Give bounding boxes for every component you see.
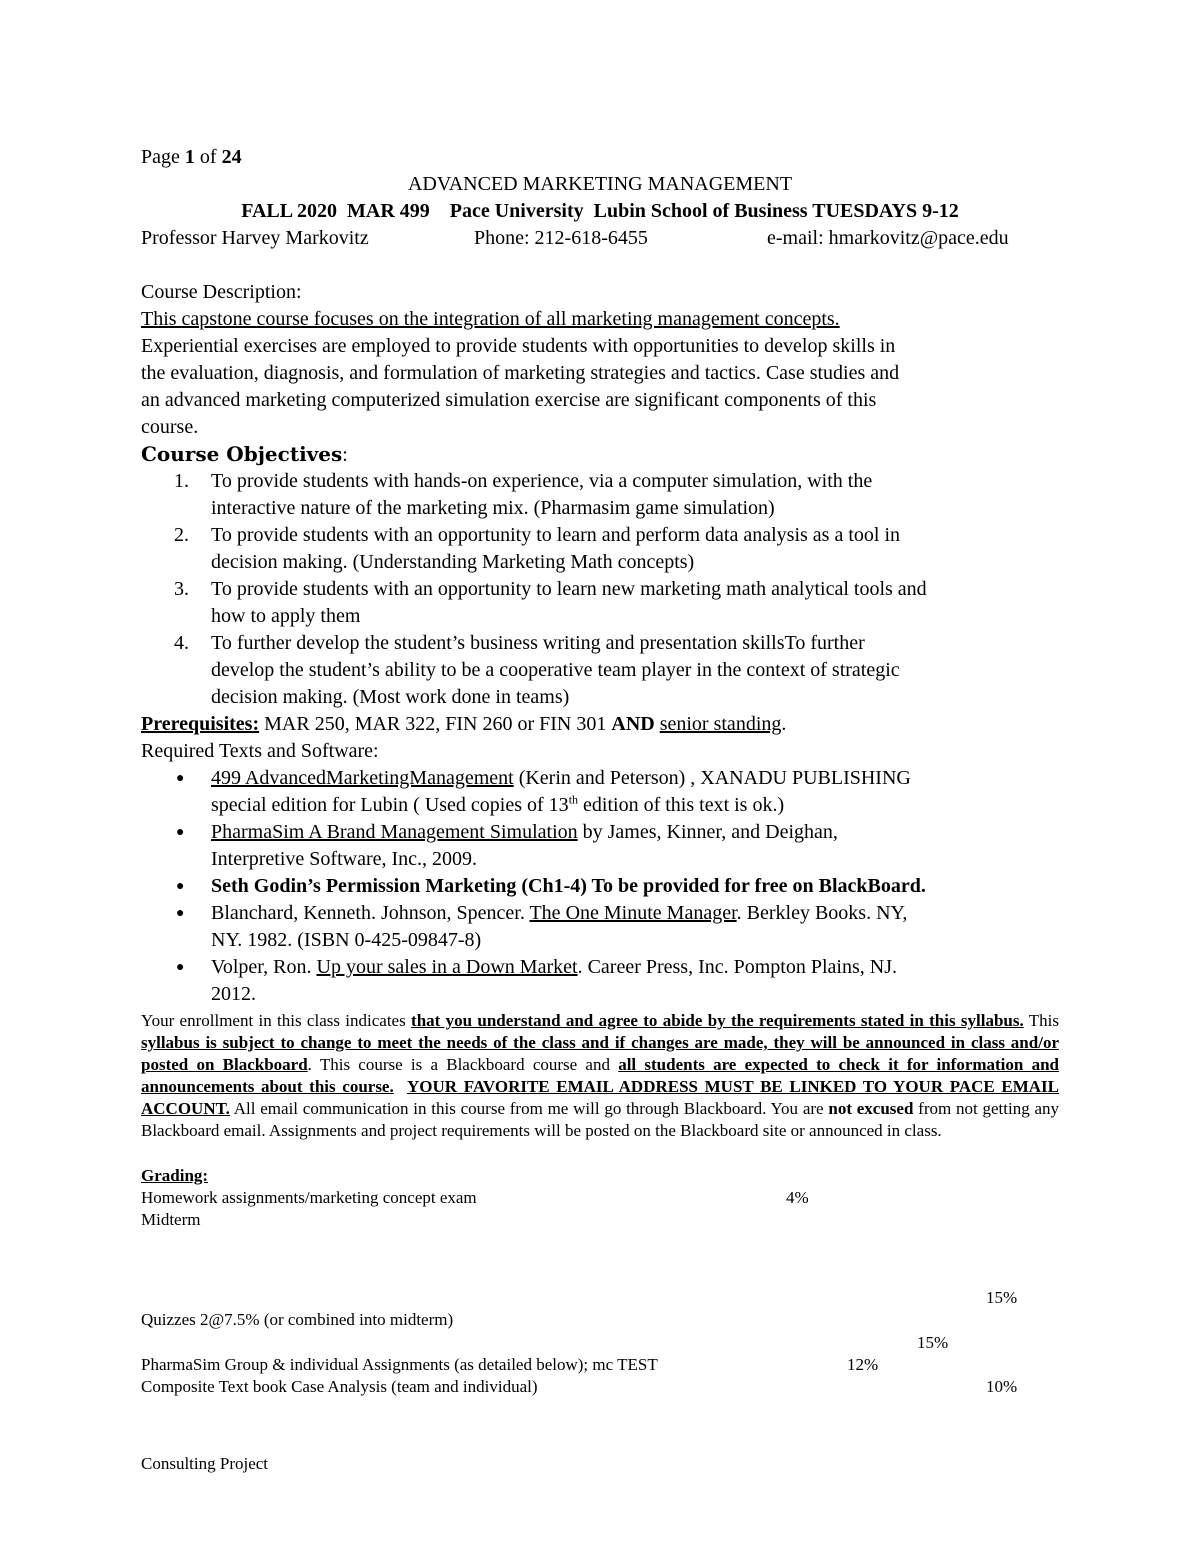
text-item — [0, 900, 1200, 954]
page-total: 24 — [221, 146, 242, 168]
document-title: ADVANCED MARKETING MANAGEMENT — [407, 173, 793, 195]
page-number: 1 — [184, 146, 195, 168]
description-line: an advanced marketing computerized simulation exercise are significant components of this — [141, 389, 877, 411]
objective-item — [0, 522, 1200, 576]
bullet-icon: ● — [176, 825, 185, 840]
grading-item: Homework assignments/marketing concept exam — [141, 1188, 477, 1207]
objective-text: interactive nature of the marketing mix. (Pharmasim game simulation) — [211, 497, 775, 519]
text-title: 499 AdvancedMarketingManagement — [211, 767, 514, 789]
enrollment-emphasis: all students are expected to check it for information and announcements about this course. — [141, 1055, 1059, 1096]
enrollment-emphasis: not excused — [828, 1099, 914, 1118]
prerequisites-period: . — [781, 713, 787, 735]
text-details: NY. 1982. (ISBN 0-425-09847-8) — [211, 929, 482, 951]
grading-item: Consulting Project — [141, 1454, 269, 1473]
objective-text: how to apply them — [211, 605, 361, 627]
description-line: the evaluation, diagnosis, and formulation of marketing strategies and tactics. Case studies and — [141, 362, 900, 384]
prerequisites-courses: MAR 250, MAR 322, FIN 260 or FIN 301 — [259, 713, 612, 735]
text-item — [0, 873, 1200, 900]
description-underlined: This capstone course focuses on the integration of all marketing management concepts. — [141, 308, 840, 330]
text-item — [0, 819, 1200, 873]
description-label: Course Description: — [141, 281, 302, 303]
enrollment-paragraph — [141, 1010, 1059, 1142]
text-details: by James, Kinner, and Deighan, — [577, 821, 838, 843]
bullet-icon: ● — [176, 906, 185, 921]
grading-item: Quizzes 2@7.5% (or combined into midterm) — [141, 1310, 454, 1329]
enrollment-text: Your enrollment in this class indicates — [141, 1011, 412, 1030]
text-details: . Career Press, Inc. Pompton Plains, NJ. — [577, 956, 897, 978]
objective-item — [0, 468, 1200, 522]
text-details: Interpretive Software, Inc., 2009. — [211, 848, 478, 870]
text-details: 2012. — [211, 983, 256, 1005]
description-line: course. — [141, 416, 199, 438]
grading-item: PharmaSim Group & individual Assignments (as detailed below); mc TEST — [141, 1355, 658, 1374]
text-item — [0, 954, 1200, 1008]
enrollment-text: All email communication in this course from me will go through Blackboard. You are — [229, 1099, 829, 1118]
enrollment-text: from not getting any Blackboard email. Assignments and project requirements will be posted on the Blackboard site or announced in class. — [141, 1099, 1060, 1140]
objective-item — [0, 630, 1200, 711]
page-prefix: Page — [141, 146, 185, 168]
text-details: . Berkley Books. NY, — [736, 902, 908, 924]
prerequisites-label: Prerequisites: — [141, 713, 260, 735]
grading-label: Grading: — [141, 1166, 209, 1185]
grading-percent: 4% — [786, 1188, 809, 1207]
objective-text: To provide students with hands-on experience, via a computer simulation, with the — [211, 470, 873, 492]
text-item — [0, 765, 1200, 819]
description-line: Experiential exercises are employed to provide students with opportunities to develop skills in — [141, 335, 896, 357]
objective-text: develop the student’s ability to be a cooperative team player in the context of strategic — [211, 659, 900, 681]
objectives-heading — [141, 441, 348, 469]
page-of: of — [194, 146, 222, 168]
objective-number: 2. — [174, 524, 189, 546]
text-details: edition of this text is ok.) — [578, 794, 785, 816]
objective-text: To further develop the student’s business writing and presentation skillsTo further — [211, 632, 865, 654]
enrollment-emphasis: syllabus is subject to change to meet the needs of the class and if changes are made, they will be announced in class and/or posted on Blackboard — [141, 1033, 1059, 1074]
text-details: Seth Godin’s Permission Marketing (Ch1-4) To be provided for free on BlackBoard. — [211, 875, 926, 897]
bullet-icon: ● — [176, 879, 185, 894]
text-details: special edition for Lubin ( Used copies of 13 — [211, 794, 569, 816]
professor-phone: Phone: 212-618-6455 — [474, 227, 648, 249]
enrollment-emphasis: YOUR FAVORITE EMAIL ADDRESS MUST BE LINKED TO YOUR PACE EMAIL ACCOUNT. — [141, 1077, 1059, 1118]
objective-text: decision making. (Understanding Marketing Math concepts) — [211, 551, 695, 573]
objective-number: 3. — [174, 578, 189, 600]
objective-number: 4. — [174, 632, 189, 654]
enrollment-emphasis: that you understand and agree to abide by the requirements stated in this syllabus. — [411, 1011, 1024, 1030]
text-author: Blanchard, Kenneth. Johnson, Spencer. — [211, 902, 530, 924]
grading-item: Composite Text book Case Analysis (team and individual) — [141, 1377, 538, 1396]
text-title: Up your sales in a Down Market — [316, 956, 578, 978]
enrollment-text — [394, 1077, 407, 1096]
prerequisites-line — [141, 711, 786, 738]
professor-name: Professor Harvey Markovitz — [141, 227, 369, 249]
grading-item: Midterm — [141, 1210, 201, 1229]
enrollment-text: This — [1023, 1011, 1059, 1030]
prerequisites-and: AND — [611, 713, 655, 735]
grading-percent: 15% — [986, 1288, 1018, 1307]
grading-percent: 12% — [847, 1355, 879, 1374]
objectives-label: Course Objectives — [141, 442, 343, 466]
text-author: Volper, Ron. — [211, 956, 317, 978]
prerequisites-senior: senior standing — [659, 713, 782, 735]
enrollment-text: . This course is a Blackboard course and — [307, 1055, 619, 1074]
document-subtitle: FALL 2020 MAR 499 Pace University Lubin School of Business TUESDAYS 9-12 — [241, 200, 959, 222]
objectives-colon: : — [342, 444, 348, 466]
texts-label: Required Texts and Software: — [141, 740, 379, 762]
professor-email: e-mail: hmarkovitz@pace.edu — [767, 227, 1009, 249]
text-details: (Kerin and Peterson) , XANADU PUBLISHING — [513, 767, 911, 789]
objective-item — [0, 576, 1200, 630]
text-title: PharmaSim A Brand Management Simulation — [211, 821, 578, 843]
text-title: The One Minute Manager — [529, 902, 737, 924]
text-superscript: th — [568, 792, 579, 807]
bullet-icon: ● — [176, 771, 185, 786]
objective-text: decision making. (Most work done in teams) — [211, 686, 570, 708]
bullet-icon: ● — [176, 960, 185, 975]
objective-number: 1. — [174, 470, 189, 492]
objective-text: To provide students with an opportunity to learn and perform data analysis as a tool in — [211, 524, 901, 546]
page-indicator — [141, 144, 242, 171]
objective-text: To provide students with an opportunity to learn new marketing math analytical tools and — [211, 578, 927, 600]
grading-percent: 15% — [917, 1333, 949, 1352]
grading-percent: 10% — [986, 1377, 1018, 1396]
